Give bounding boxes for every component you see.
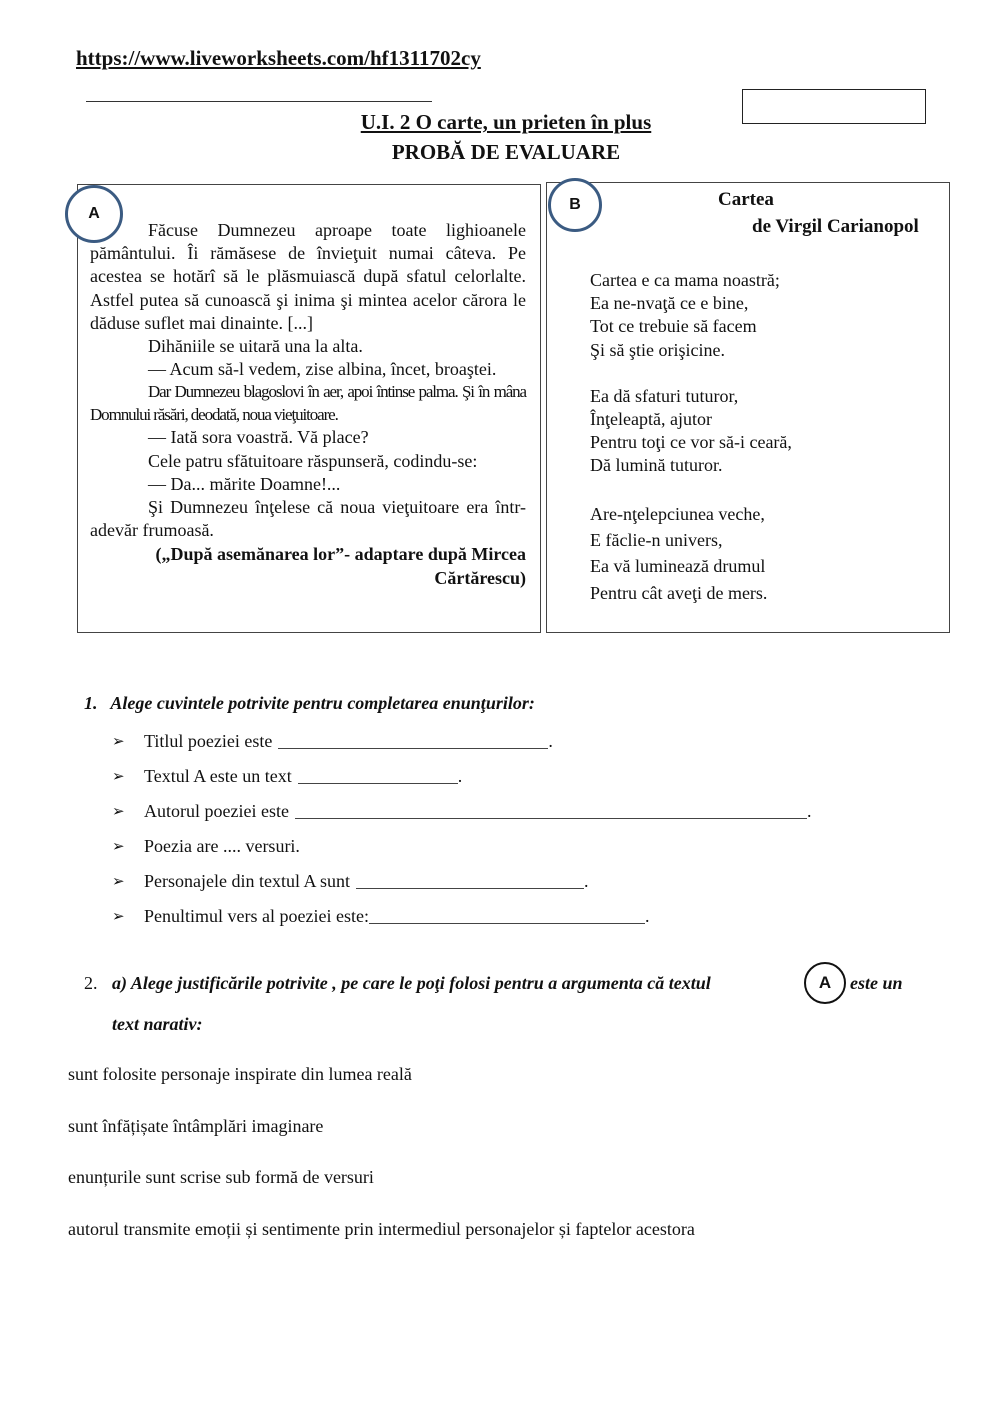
item-end: . (644, 906, 650, 926)
paragraph: Şi Dumnezeu înţelese că noua vieţuitoare era într-adevăr frumoasă. (90, 497, 526, 541)
verse: Are-nţelepciunea veche, (590, 503, 765, 524)
verse: Şi să ştie orişicine. (590, 339, 725, 360)
question-number: 2. (84, 973, 98, 993)
list-item (112, 759, 811, 794)
answer-option[interactable]: enunțurile sunt scrise sub formă de versuri (68, 1167, 374, 1187)
unit-title: U.I. 2 O carte, un prieten în plus (360, 110, 652, 134)
arrow-bullet-icon: ➢ (112, 769, 125, 785)
arrow-bullet-icon: ➢ (112, 839, 125, 855)
paragraph: Dihăniile se uitară una la alta. (148, 336, 363, 357)
list-item (112, 829, 811, 864)
question-1-prompt (84, 693, 535, 714)
name-line (86, 101, 432, 102)
arrow-bullet-icon: ➢ (112, 804, 125, 820)
item-end: . (548, 731, 553, 751)
verse: Pentru cât aveţi de mers. (590, 582, 768, 603)
verse: Ea dă sfaturi tuturor, (590, 385, 739, 406)
paragraph: Dar Dumnezeu blagoslovi în aer, apoi întinse palma. Şi în mâna Domnului răsări, deodată, noua vieţuitoare. (90, 382, 526, 424)
item-text: Poezia are .... versuri. (144, 836, 300, 856)
question-text: Alege cuvintele potrivite pentru completarea enunţurilor: (110, 693, 535, 713)
answer-option[interactable]: sunt înfățișate întâmplări imaginare (68, 1116, 324, 1136)
question-text: a) Alege justificările potrivite , pe care le poţi folosi pentru a argumenta că textul (112, 973, 711, 993)
verse: Ea vă luminează drumul (590, 556, 766, 577)
list-item (112, 899, 811, 934)
item-text: Personajele din textul A sunt (144, 871, 350, 891)
paragraph: Cele patru sfătuitoare răspunseră, codindu-se: (148, 450, 478, 471)
stanza (590, 501, 792, 607)
arrow-bullet-icon: ➢ (112, 874, 125, 890)
arrow-bullet-icon: ➢ (112, 734, 125, 750)
question-number: 1. (84, 693, 98, 713)
question-text-end: este un (850, 973, 903, 993)
question-text-line2: text narativ: (112, 1014, 203, 1034)
text-a-marker-inline: A (804, 962, 846, 1004)
answer-option[interactable]: autorul transmite emoții și sentimente prin intermediul personajelor și faptelor acestora (68, 1219, 695, 1239)
item-end: . (806, 801, 812, 821)
paragraph: — Iată sora voastră. Vă place? (148, 427, 369, 448)
text-a-source: („După asemănarea lor”- adaptare după Mircea Cărtărescu) (155, 544, 526, 588)
verse: E făclie-n univers, (590, 530, 723, 551)
text-a-marker: A (65, 185, 123, 243)
verse: Înţeleaptă, ajutor (590, 409, 712, 430)
item-end: . (457, 766, 463, 786)
answer-blank[interactable] (295, 804, 807, 819)
poem-title: Cartea (718, 189, 774, 210)
stanza (590, 385, 792, 478)
answer-blank[interactable] (278, 734, 548, 749)
answer-option[interactable]: sunt folosite personaje inspirate din lumea reală (68, 1064, 412, 1084)
answer-blank[interactable] (356, 874, 584, 889)
item-text: Penultimul vers al poeziei este: (144, 906, 369, 926)
paragraph: — Da... mărite Doamne!... (148, 473, 341, 494)
text-b-marker: B (548, 178, 602, 232)
poem-body (590, 269, 792, 629)
verse: Cartea e ca mama noastră; (590, 270, 780, 290)
verse: Pentru toţi ce vor să-i ceară, (590, 432, 792, 453)
question-1-items (112, 724, 811, 934)
list-item (112, 794, 811, 829)
item-text: Textul A este un text (144, 766, 292, 786)
paragraph: Făcuse Dumnezeu aproape toate lighioanele pământului. Îi rămăsese de învieţuit numai câteva. Pe acestea se hotărî să le plăsmuiască după sfatul celorlalte. Astfel putea să cunoască şi inima şi mintea acelor cărora le dăduse suflet mai dinainte. [...] (90, 220, 526, 333)
text-a-prose (90, 219, 526, 590)
item-end: . (583, 871, 589, 891)
answer-blank[interactable] (298, 769, 458, 784)
worksheet-url[interactable]: https://www.liveworksheets.com/hf1311702cy (76, 46, 481, 70)
verse: Ea ne-nvaţă ce e bine, (590, 293, 749, 314)
verse: Tot ce trebuie să facem (590, 316, 757, 337)
stanza (590, 269, 792, 362)
arrow-bullet-icon: ➢ (112, 909, 125, 925)
item-text: Autorul poeziei este (144, 801, 289, 821)
item-text: Titlul poeziei este (144, 731, 273, 751)
poem-author: de Virgil Carianopol (752, 216, 919, 237)
verse: Dă lumină tuturor. (590, 455, 723, 476)
paragraph: — Acum să-l vedem, zise albina, încet, broaştei. (148, 359, 497, 380)
list-item (112, 864, 811, 899)
test-title: PROBĂ DE EVALUARE (391, 140, 621, 164)
answer-blank[interactable] (369, 909, 645, 924)
list-item (112, 724, 811, 759)
